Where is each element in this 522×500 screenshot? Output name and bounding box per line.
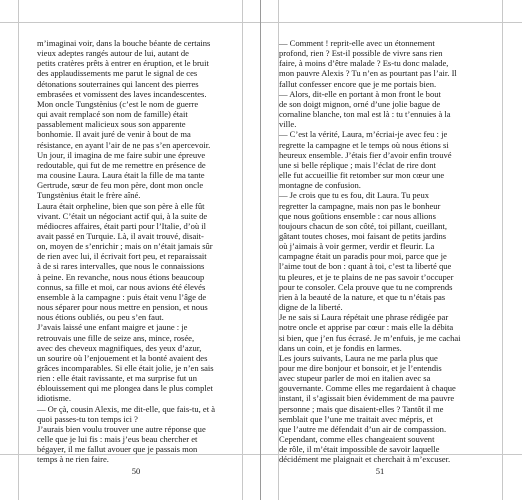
- text-line: grâces incomparables. Si elle était jolie, je n’en sais: [37, 363, 214, 373]
- text-line: on, moyen de s’enrichir ; mais on n’était jamais sûr: [37, 241, 213, 252]
- text-line: Tungstènius était le frère aîné.: [37, 190, 141, 201]
- text-line: embrasées et vomissent des laves incandescentes.: [37, 88, 207, 99]
- text-line: redoutable, qui fut de me remettre en présence de: [37, 159, 206, 170]
- text-line: détonations souterraines qui lancent des pierres: [37, 78, 199, 89]
- text-line: toujours chacun de son côté, toi pillant, cueillant,: [279, 220, 448, 231]
- text-line: bégayer, il me fallut avouer que je passais mon: [37, 444, 198, 455]
- left-page-number: 50: [131, 466, 141, 476]
- text-line: rien : elle était ravissante, et ma surprise fut un: [37, 373, 197, 384]
- text-line: l’aime tout de bon : quant à toi, c’est ta liberté que: [279, 261, 452, 272]
- text-line: celle que je lui fis : mais j’eus beau chercher et: [37, 434, 198, 445]
- text-line: — Je crois que tu es fou, dit Laura. Tu peux: [279, 190, 430, 201]
- text-line: heureux ensemble. J’étais fier d’avoir enfin trouvé: [279, 149, 452, 160]
- text-line: avec stupeur parler de moi en italien avec sa: [279, 373, 431, 384]
- text-line: avait passé en Turquie. Là, il avait trouvé, disait-: [37, 230, 204, 241]
- text-line: résistance, en ayant l’air de ne pas s’en apercevoir.: [37, 139, 211, 150]
- text-line: notre oncle et apprise par cœur : mais elle la débita: [279, 322, 454, 333]
- text-line: passablement malicieux sous son apparente: [37, 119, 186, 130]
- text-line: qui avait remplacé son nom de famille) était: [37, 109, 188, 120]
- text-line: campagne était un paradis pour moi, parce que je: [279, 251, 447, 262]
- text-line: Cependant, comme elles changeaient souvent: [279, 434, 435, 445]
- text-line: des applaudissements me parut le signal de ces: [37, 68, 198, 79]
- text-line: vivant. C’était un négociant actif qui, à la suite de: [37, 210, 208, 221]
- text-line: m’imaginai voir, dans la bouche béante de certains: [37, 38, 211, 48]
- text-line: montagne de confusion.: [279, 180, 361, 191]
- text-line: fallut confesser encore que je me portais bien.: [279, 78, 437, 89]
- text-line: Laura était orpheline, bien que son père à elle fût: [37, 200, 205, 211]
- text-line: si bien, que j’en fus écrasé. Je m’enfuis, je me cachai: [279, 332, 461, 343]
- text-line: elle fut accueillie fit retomber sur mon cœur une: [279, 170, 445, 181]
- text-line: digne de la liberté.: [279, 302, 343, 313]
- text-line: J’avais laissé une enfant maigre et jaune : je: [37, 322, 188, 333]
- text-line: connus, sa fille et moi, car nous avions été élevés: [37, 281, 206, 292]
- text-line: Je ne sais si Laura répétait une phrase rédigée par: [279, 312, 449, 323]
- right-page-text: [279, 38, 477, 465]
- text-line: petits cratères prêts à entrer en éruption, et le bruit: [37, 58, 209, 69]
- text-line: semblait que l’une me traitait avec mépris, et: [279, 413, 433, 424]
- text-line: nous étions oubliés, ou peu s’en faut.: [37, 312, 164, 323]
- text-line: — Comment ! reprit-elle avec un étonnement: [279, 38, 435, 48]
- text-line: — Alors, dit-elle en portant à mon front le bout: [279, 88, 441, 99]
- text-line: ville.: [279, 119, 297, 130]
- text-line: que nous goûtions ensemble : car nous allions: [279, 210, 436, 221]
- top-guide-line: [0, 22, 522, 23]
- text-line: pour me dire bonjour et bonsoir, et je l’entendis: [279, 363, 442, 373]
- text-line: idiotisme.: [37, 393, 71, 404]
- text-line: regrette la campagne et le temps où nous étions si: [279, 139, 449, 150]
- text-line: à peine. En revanche, nous nous étions beaucoup: [37, 271, 205, 282]
- text-line: profond, rien ? Est-il possible de vivre sans rien: [279, 48, 443, 59]
- left-inner-guide-line: [242, 0, 243, 500]
- text-line: regretter la campagne, mais non pas le bonheur: [279, 200, 441, 211]
- text-line: décidément me plaignait et cherchait à m’excuser.: [279, 454, 451, 465]
- text-line: à de si rares intervalles, que nous le connaissions: [37, 261, 205, 272]
- right-guide-line: [502, 0, 503, 500]
- right-page-number: 51: [375, 466, 385, 476]
- text-line: Un jour, il imagina de me faire subir une épreuve: [37, 149, 206, 160]
- text-line: rien à la beauté de la nature, et que tu n’étais pas: [279, 291, 446, 302]
- book-spine: [260, 0, 261, 500]
- text-line: ensemble à la campagne : puis était venu l’âge de: [37, 291, 207, 302]
- text-line: de rien avec lui, il écrivait fort peu, et reparaissait: [37, 251, 207, 262]
- text-line: retrouvais une fille de seize ans, mince, rosée,: [37, 332, 195, 343]
- text-line: où j’aimais à voir germer, verdir et fleurir. La: [279, 241, 435, 252]
- text-line: pour te consoler. Cela prouve que tu ne comprends: [279, 281, 453, 292]
- text-line: de rôle, il m’était impossible de savoir laquelle: [279, 444, 440, 455]
- text-line: avec des cheveux magnifiques, des yeux d’azur,: [37, 342, 202, 353]
- text-line: gâtant toutes choses, moi faisant de petits jardins: [279, 230, 447, 241]
- text-line: Les jours suivants, Laura ne me parla plus que: [279, 352, 438, 363]
- text-line: éblouissement qui me plongea dans le plus complet: [37, 383, 213, 394]
- left-guide-line: [18, 0, 19, 500]
- text-line: un sourire où l’enjouement et la bonté avaient des: [37, 352, 208, 363]
- text-line: vieux adeptes rangés autour de lui, autant de: [37, 48, 189, 59]
- text-line: J’aurais bien voulu trouver une autre réponse que: [37, 423, 206, 434]
- text-line: — C’est la vérité, Laura, m’écriai-je avec feu : je: [279, 129, 448, 140]
- text-line: personne ; mais que disaient-elles ? Tantôt il me: [279, 403, 444, 414]
- text-line: gouvernante. Comme elles me regardaient à chaque: [279, 383, 456, 394]
- text-line: Mon oncle Tungstènius (c’est le nom de guerre: [37, 98, 199, 109]
- text-line: Gertrude, sœur de feu mon père, dont mon oncle: [37, 180, 204, 191]
- text-line: nous séparer pour nous mettre en pension, et nous: [37, 302, 208, 313]
- text-line: — Or çà, cousin Alexis, me dit-elle, que fais-tu, et à: [37, 403, 216, 414]
- text-line: temps à ne rien faire.: [37, 454, 109, 465]
- text-line: faire, à moins d’être malade ? Es-tu donc malade,: [279, 58, 449, 69]
- text-line: bonhomie. Il avait juré de venir à bout de ma: [37, 129, 191, 140]
- text-line: une si belle réplique ; mais l’éclat de rire dont: [279, 159, 436, 170]
- left-page-text: [37, 38, 235, 465]
- text-line: dans un coin, et je fondis en larmes.: [279, 342, 402, 353]
- text-line: cornaline blanche, ton mal est là : tu t’ennuies à la: [279, 109, 451, 120]
- text-line: de son doigt mignon, orné d’une jolie bague de: [279, 98, 441, 109]
- text-line: instant, il s’agissait bien évidemment de ma pauvre: [279, 393, 455, 404]
- text-line: tu pleures, et je te plains de ne pas savoir t’occuper: [279, 271, 454, 282]
- text-line: que l’autre me défendait d’un air de compassion.: [279, 423, 447, 434]
- text-line: ma cousine Laura. Laura était la fille de ma tante: [37, 170, 205, 181]
- text-line: mon pauvre Alexis ? Tu n’en as pourtant pas l’air. Il: [279, 68, 457, 79]
- text-line: médiocres affaires, était parti pour l’Italie, d’où il: [37, 220, 207, 231]
- text-line: quoi passes-tu ton temps ici ?: [37, 413, 138, 424]
